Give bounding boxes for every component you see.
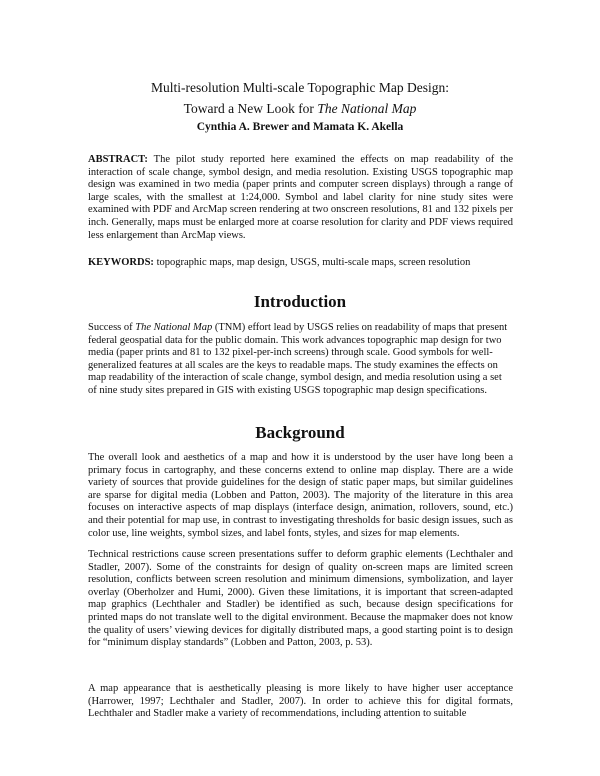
intro-text-italic: The National Map	[135, 322, 213, 333]
introduction-paragraph	[88, 322, 513, 398]
background-paragraph-3: A map appearance that is aesthetically pleasing is more likely to have higher user acceptance (Harrower, 1997; Lechthaler and Stadler, 2007). In order to achieve this for digital formats, Lechthaler and Stadler make a variety of recommendations, including attention to suitable	[88, 683, 513, 720]
intro-text-post: (TNM) effort lead by USGS relies on readability of maps that present federal geospatial data for the public domain. This work advances topographic map design for two media (paper prints and 81 to 132 pixel-per-inch screens) through scale. Good symbols for well-generalized features at all scales are the keys to readable maps. The study examines the effects on map readability of the interaction of scale change, symbol design, and media resolution using a set of nine study sites prepared in GIS with existing USGS topographic map design specifications.	[88, 322, 508, 396]
keywords-text: topographic maps, map design, USGS, multi-scale maps, screen resolution	[153, 257, 471, 268]
authors: Cynthia A. Brewer and Mamata K. Akella	[196, 121, 404, 133]
abstract-text: The pilot study reported here examined the effects on map readability of the interaction of scale change, symbol design, and media resolution. Existing USGS topographic map design was examined in two media (paper prints and computer screen displays) through a range of large scales, with the smallest at 1:24,000. Symbol and label clarity for nine study sites were examined with PDF and ArcMap screen rendering at two onscreen resolutions, 81 and 132 pixels per inch. Generally, maps must be enlarged more at coarse resolution for clarity and PDF views required less enlargement than ArcMap views.	[88, 154, 513, 241]
abstract	[88, 154, 513, 242]
paper-title-line-2	[0, 101, 600, 117]
keywords	[88, 257, 513, 270]
background-paragraph-1: The overall look and aesthetics of a map and how it is understood by the user have long been a primary focus in cartography, and these concerns extend to online map display. There are a wide variety of sources that provide guidelines for the design of static paper maps, but similar guidelines are sparse for digital media (Lobben and Patton, 2003). The majority of the literature in this area focuses on interactive aspects of map displays (interface design, animation, rollovers, sound, etc.) and their potential for map use, in contrast to investigating thresholds for basic design issues, such as color use, line weights, symbol sizes, and label fonts, styles, and sizes for map elements.	[88, 452, 513, 539]
abstract-label: ABSTRACT:	[88, 154, 148, 165]
paper-title-line-1: Multi-resolution Multi-scale Topographic Map Design:	[150, 80, 449, 95]
keywords-label: KEYWORDS:	[88, 257, 154, 268]
background-heading: Background	[255, 423, 345, 442]
title-prefix: Toward a New Look for	[183, 101, 318, 116]
title-italic: The National Map	[317, 101, 417, 116]
introduction-heading: Introduction	[253, 292, 347, 311]
intro-text-pre: Success of	[88, 322, 136, 333]
background-paragraph-2: Technical restrictions cause screen presentations suffer to deform graphic elements (Lechthaler and Stadler, 2007). Some of the constraints for design of quality on-screen maps are limited screen resolution, conflicts between screen resolution and minimum dimensions, symbolization, and layer overlay (Oberholzer and Humi, 2000). Given these limitations, it is important that screen-adapted map graphics (Lechthaler and Stadler) be identified as such, because design specifications for printed maps do not translate well to the digital environment. Because the mapmaker does not know the quality of users’ viewing devices for digitally distributed maps, a good starting point is to design for “minimum display standards” (Lobben and Patton, 2003, p. 53).	[88, 549, 513, 649]
